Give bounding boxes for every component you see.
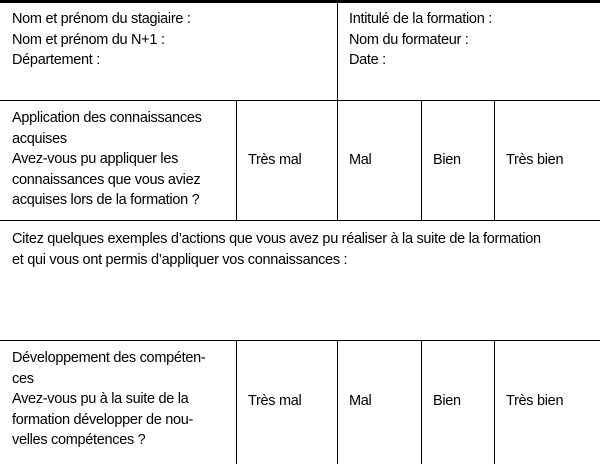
- section1-col-divider-2: [337, 100, 338, 221]
- section1-option-tres-mal[interactable]: Très mal: [248, 152, 302, 168]
- prompt-line: et qui vous ont permis d’appliquer vos connaissances :: [12, 251, 348, 268]
- question-line: formation développer de nou-: [12, 411, 194, 428]
- section2-col-divider-3: [421, 340, 422, 464]
- date-label: Date :: [349, 52, 386, 68]
- training-title-label: Intitulé de la formation :: [349, 11, 492, 27]
- section1-option-mal[interactable]: Mal: [349, 152, 372, 168]
- header-divider: [337, 0, 338, 101]
- top-rule: [0, 0, 600, 3]
- prompt-line: Citez quelques exemples d’actions que vous avez pu réaliser à la suite de la formation: [12, 231, 541, 247]
- section2-option-bien[interactable]: Bien: [433, 393, 461, 409]
- section2-col-divider-1: [236, 340, 237, 464]
- section2-col-divider-2: [337, 340, 338, 464]
- trainee-name-label: Nom et prénom du stagiaire :: [12, 11, 191, 27]
- question-line: connaissances que vous aviez: [12, 171, 201, 188]
- manager-name-label: Nom et prénom du N+1 :: [12, 31, 165, 48]
- section1-bottom-rule: [0, 220, 600, 221]
- section1-option-bien[interactable]: Bien: [433, 152, 461, 168]
- section2-option-mal[interactable]: Mal: [349, 393, 372, 409]
- examples-prompt: [12, 229, 541, 270]
- section1-col-divider-4: [494, 100, 495, 221]
- section1-col-divider-1: [236, 100, 237, 221]
- training-info-cell: [349, 9, 492, 71]
- question-line: velles compétences ?: [12, 432, 146, 448]
- section2-option-tres-mal[interactable]: Très mal: [248, 393, 302, 409]
- question-line: Application des connaissances: [12, 110, 202, 126]
- question-line: Avez-vous pu à la suite de la: [12, 391, 189, 407]
- knowledge-application-question: [12, 108, 202, 211]
- question-line: acquises lors de la formation ?: [12, 192, 200, 208]
- section2-col-divider-4: [494, 340, 495, 464]
- question-line: ces: [12, 370, 34, 387]
- trainee-info-cell: [12, 9, 191, 71]
- header-bottom-rule: [0, 100, 600, 101]
- section2-option-tres-bien[interactable]: Très bien: [506, 393, 564, 409]
- question-line: Avez-vous pu appliquer les: [12, 151, 179, 167]
- skills-development-question: [12, 348, 205, 451]
- section1-option-tres-bien[interactable]: Très bien: [506, 152, 564, 168]
- department-label: Département :: [12, 52, 100, 68]
- trainer-name-label: Nom du formateur :: [349, 31, 469, 48]
- examples-bottom-rule: [0, 340, 600, 341]
- section1-col-divider-3: [421, 100, 422, 221]
- question-line: acquises: [12, 130, 67, 147]
- question-line: Développement des compéten-: [12, 350, 206, 366]
